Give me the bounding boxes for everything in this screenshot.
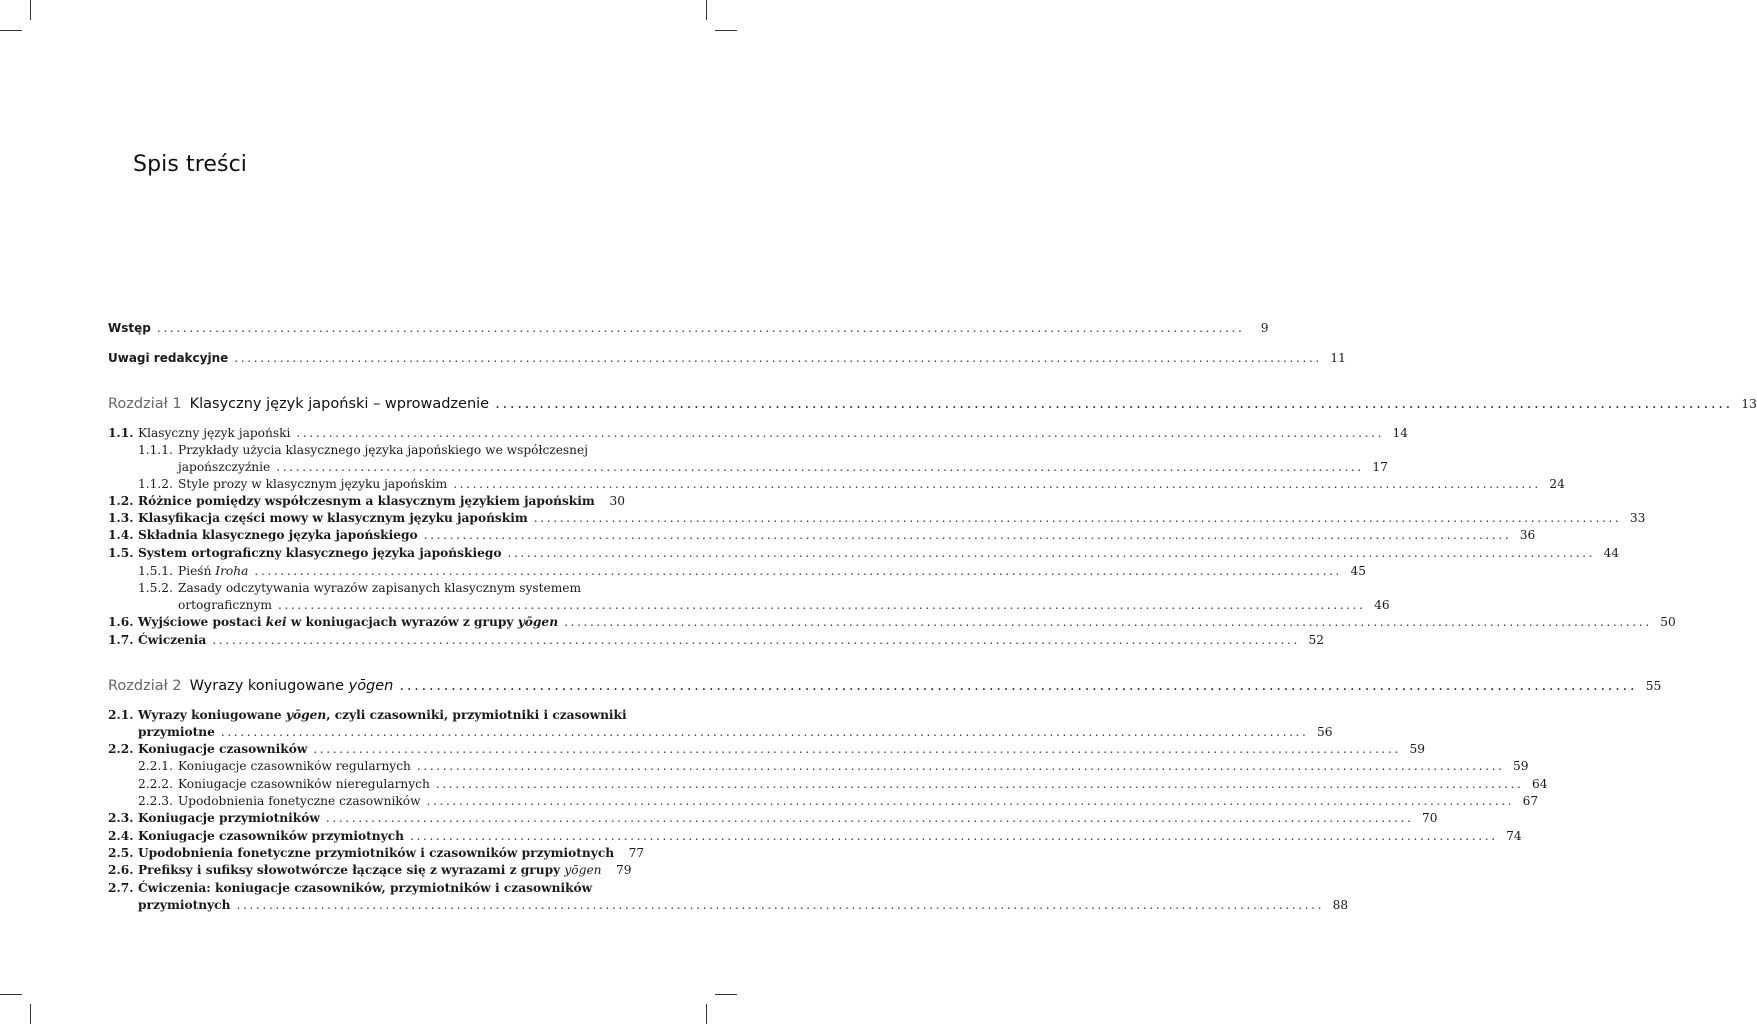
section-title: Ćwiczenia: koniugacje czasowników, przymiotników i czasowników bbox=[138, 881, 593, 895]
toc-entry-1-5-1[interactable] bbox=[138, 563, 1367, 580]
section-title: Różnice pomiędzy współczesnym a klasycznym językiem japońskim bbox=[138, 494, 595, 508]
toc-page-number: 77 bbox=[628, 846, 645, 860]
section-title: Style prozy w klasycznym języku japońskim bbox=[178, 477, 448, 491]
toc-entry-2-4[interactable] bbox=[108, 828, 1522, 845]
section-title-part: w koniugacjach wyrazów z grupy bbox=[286, 615, 518, 629]
section-title-part: Wyjściowe postaci bbox=[138, 615, 266, 629]
leader-dots: ........................................................................................................................................................................ bbox=[296, 426, 1385, 440]
leader-dots: ........................................................................................................................................................................ bbox=[277, 598, 1366, 612]
section-title: Klasyczny język japoński bbox=[138, 426, 291, 440]
page-title: Spis treści bbox=[133, 152, 247, 177]
toc-entry-label: Uwagi redakcyjne bbox=[108, 351, 229, 365]
leader-dots: ........................................................................................................................................................................ bbox=[234, 351, 1322, 365]
leader-dots: ........................................................................................................................................................................ bbox=[313, 742, 1401, 756]
leader-dots: ........................................................................................................................................................................ bbox=[495, 394, 1733, 412]
chapter-label: Rozdział 1 bbox=[108, 396, 182, 412]
section-number: 2.2.2. bbox=[138, 777, 173, 791]
section-title-italic: kei bbox=[265, 615, 287, 629]
toc-page-number: 36 bbox=[1519, 528, 1536, 542]
toc-page-number: 74 bbox=[1506, 829, 1522, 843]
toc-entry-1-5[interactable] bbox=[108, 545, 1620, 562]
toc-page-number: 56 bbox=[1316, 725, 1333, 739]
section-title: Zasady odczytywania wyrazów zapisanych klasycznym systemem bbox=[178, 581, 582, 595]
section-number: 1.7. bbox=[108, 633, 134, 647]
section-title-italic: yōgen bbox=[285, 708, 327, 722]
section-title: Klasyfikacja części mowy w klasycznym języku japońskim bbox=[138, 511, 528, 525]
leader-dots: ........................................................................................................................................................................ bbox=[276, 460, 1364, 474]
leader-dots: ........................................................................................................................................................................ bbox=[416, 759, 1505, 773]
leader-dots: ........................................................................................................................................................................ bbox=[254, 564, 1343, 578]
leader-dots: ........................................................................................................................................................................ bbox=[212, 633, 1300, 647]
leader-dots: ........................................................................................................................................................................ bbox=[426, 794, 1515, 808]
section-title: Koniugacje czasowników regularnych bbox=[178, 759, 411, 773]
chapter-title: Klasyczny język japoński – wprowadzenie bbox=[189, 396, 490, 412]
section-title: Składnia klasycznego języka japońskiego bbox=[138, 528, 418, 542]
section-number: 2.6. bbox=[108, 863, 134, 877]
leader-dots: ........................................................................................................................................................................ bbox=[325, 811, 1414, 825]
section-number: 2.2.1. bbox=[138, 759, 173, 773]
section-title: Koniugacje czasowników bbox=[138, 742, 308, 756]
chapter-title-italic: yōgen bbox=[348, 678, 394, 694]
toc-entry-1-2[interactable] bbox=[108, 493, 625, 510]
crop-mark-bottom-right-h bbox=[715, 994, 737, 995]
section-title: Koniugacje czasowników nieregularnych bbox=[178, 777, 430, 791]
section-title-italic: yōgen bbox=[564, 863, 602, 877]
section-title bbox=[138, 862, 602, 879]
section-title bbox=[138, 707, 627, 724]
toc-page-number: 46 bbox=[1374, 598, 1390, 612]
section-title: Upodobnienia fonetyczne czasowników bbox=[178, 794, 421, 808]
toc-page-number: 70 bbox=[1421, 811, 1438, 825]
toc-entry-1-5-2-line2[interactable] bbox=[178, 597, 1390, 614]
leader-dots: ........................................................................................................................................................................ bbox=[399, 676, 1638, 694]
section-number: 2.1. bbox=[108, 708, 134, 722]
toc-entry-uwagi[interactable] bbox=[108, 350, 1346, 367]
chapter-title bbox=[190, 676, 394, 696]
toc-entry-1-1[interactable] bbox=[108, 425, 1409, 442]
toc-page-number: 45 bbox=[1350, 564, 1367, 578]
leader-dots: ........................................................................................................................................................................ bbox=[156, 321, 1245, 335]
toc-entry-1-1-2[interactable] bbox=[138, 476, 1565, 493]
toc-entry-2-3[interactable] bbox=[108, 810, 1438, 827]
toc-page-number: 52 bbox=[1308, 633, 1324, 647]
section-title-continued: przymiotne bbox=[138, 725, 215, 739]
toc-page-number: 14 bbox=[1392, 426, 1409, 440]
section-title bbox=[138, 614, 558, 631]
toc-entry-2-6[interactable] bbox=[108, 862, 632, 879]
crop-mark-top-left-h bbox=[0, 30, 22, 31]
crop-mark-top-right-h bbox=[715, 30, 737, 31]
crop-mark-top-left bbox=[30, 0, 31, 20]
toc-entry-2-1-line2[interactable] bbox=[138, 724, 1333, 741]
section-number: 2.5. bbox=[108, 846, 134, 860]
leader-dots: ........................................................................................................................................................................ bbox=[435, 777, 1524, 791]
section-number: 1.5. bbox=[108, 546, 134, 560]
leader-dots: ........................................................................................................................................................................ bbox=[220, 725, 1309, 739]
crop-mark-bottom-left-h bbox=[0, 994, 22, 995]
chapter-label: Rozdział 2 bbox=[108, 678, 182, 694]
section-number: 1.5.1. bbox=[138, 564, 173, 578]
toc-entry-1-1-1-line2[interactable] bbox=[178, 459, 1388, 476]
section-title-continued: japońszczyźnie bbox=[178, 460, 271, 474]
section-number: 1.5.2. bbox=[138, 581, 173, 595]
toc-page-number: 67 bbox=[1522, 794, 1539, 808]
section-title-part: Pieśń bbox=[178, 564, 216, 578]
toc-entry-1-6[interactable] bbox=[108, 614, 1676, 631]
section-title: Upodobnienia fonetyczne przymiotników i czasowników przymiotnych bbox=[138, 846, 615, 860]
leader-dots: ........................................................................................................................................................................ bbox=[564, 615, 1652, 629]
crop-mark-bottom-left bbox=[30, 1004, 31, 1024]
toc-page-number: 13 bbox=[1741, 397, 1757, 411]
section-number: 1.1. bbox=[108, 426, 134, 440]
section-number: 1.1.2. bbox=[138, 477, 173, 491]
section-title-italic: Iroha bbox=[215, 564, 249, 578]
chapter-title-part: Wyrazy koniugowane bbox=[189, 678, 349, 694]
toc-entry-2-2-1[interactable] bbox=[138, 758, 1529, 775]
toc-entry-1-1-1-line1[interactable] bbox=[138, 442, 625, 459]
toc-page-number: 59 bbox=[1409, 742, 1425, 756]
section-number: 1.6. bbox=[108, 615, 134, 629]
leader-dots: ........................................................................................................................................................................ bbox=[410, 829, 1498, 843]
crop-mark-bottom-right bbox=[706, 1004, 707, 1024]
section-number: 1.1.1. bbox=[138, 443, 173, 457]
section-number: 2.7. bbox=[108, 881, 134, 895]
toc-entry-1-3[interactable] bbox=[108, 510, 1646, 527]
leader-dots: ........................................................................................................................................................................ bbox=[423, 528, 1512, 542]
toc-page-number: 50 bbox=[1660, 615, 1676, 629]
section-title-continued: przymiotnych bbox=[138, 898, 231, 912]
toc-page-number: 64 bbox=[1531, 777, 1548, 791]
chapter-heading-1[interactable] bbox=[108, 393, 1757, 414]
toc-page-number: 30 bbox=[609, 494, 625, 508]
toc-entry-2-2-3[interactable] bbox=[138, 793, 1539, 810]
toc-entry-1-7[interactable] bbox=[108, 632, 1324, 649]
toc-page-number: 79 bbox=[616, 863, 632, 877]
section-title: Koniugacje przymiotników bbox=[138, 811, 320, 825]
leader-dots: ........................................................................................................................................................................ bbox=[507, 546, 1596, 560]
toc-page-number: 55 bbox=[1645, 679, 1662, 693]
toc-page-number: 17 bbox=[1372, 460, 1388, 474]
leader-dots: ........................................................................................................................................................................ bbox=[453, 477, 1541, 491]
toc-entry-2-5[interactable] bbox=[108, 845, 645, 862]
section-number: 1.3. bbox=[108, 511, 134, 525]
section-number: 2.2. bbox=[108, 742, 134, 756]
toc-page-number: 9 bbox=[1260, 321, 1269, 335]
section-number: 1.2. bbox=[108, 494, 134, 508]
toc-entry-2-7-line2[interactable] bbox=[138, 897, 1349, 914]
section-title-part: Prefiksy i sufiksy słowotwórcze łączące się z wyrazami z grupy bbox=[138, 863, 565, 877]
toc-page-number: 88 bbox=[1332, 898, 1349, 912]
leader-dots: ........................................................................................................................................................................ bbox=[236, 898, 1325, 912]
crop-mark-top-right bbox=[706, 0, 707, 20]
section-number: 1.4. bbox=[108, 528, 134, 542]
toc-entry-label: Wstęp bbox=[108, 321, 151, 335]
toc-entry-2-7-line1[interactable] bbox=[108, 880, 625, 897]
toc-page-number: 24 bbox=[1549, 477, 1565, 491]
section-title bbox=[178, 563, 248, 580]
toc-entry-2-2[interactable] bbox=[108, 741, 1425, 758]
section-title-continued: ortograficznym bbox=[178, 598, 272, 612]
chapter-heading-2[interactable] bbox=[108, 675, 1662, 696]
toc-page-number: 33 bbox=[1629, 511, 1646, 525]
toc-entry-wstep[interactable] bbox=[108, 320, 1269, 337]
section-number: 2.3. bbox=[108, 811, 134, 825]
section-title: Ćwiczenia bbox=[138, 633, 207, 647]
section-title: Przykłady użycia klasycznego języka japońskiego we współczesnej bbox=[178, 443, 588, 457]
leader-dots: ........................................................................................................................................................................ bbox=[533, 511, 1622, 525]
section-title-italic: yōgen bbox=[517, 615, 559, 629]
toc-page-number: 59 bbox=[1513, 759, 1529, 773]
section-number: 2.4. bbox=[108, 829, 134, 843]
toc-page-number: 11 bbox=[1330, 351, 1346, 365]
toc-entry-1-5-2-line1[interactable] bbox=[138, 580, 625, 597]
section-title-part: , czyli czasowniki, przymiotniki i czasowniki bbox=[326, 708, 627, 722]
section-title-part: Wyrazy koniugowane bbox=[138, 708, 286, 722]
section-title: System ortograficzny klasycznego języka japońskiego bbox=[138, 546, 502, 560]
toc-entry-2-1-line1[interactable] bbox=[108, 707, 625, 724]
section-number: 2.2.3. bbox=[138, 794, 173, 808]
toc-page-number: 44 bbox=[1603, 546, 1620, 560]
toc-entry-2-2-2[interactable] bbox=[138, 776, 1548, 793]
toc-entry-1-4[interactable] bbox=[108, 527, 1536, 544]
section-title: Koniugacje czasowników przymiotnych bbox=[138, 829, 405, 843]
